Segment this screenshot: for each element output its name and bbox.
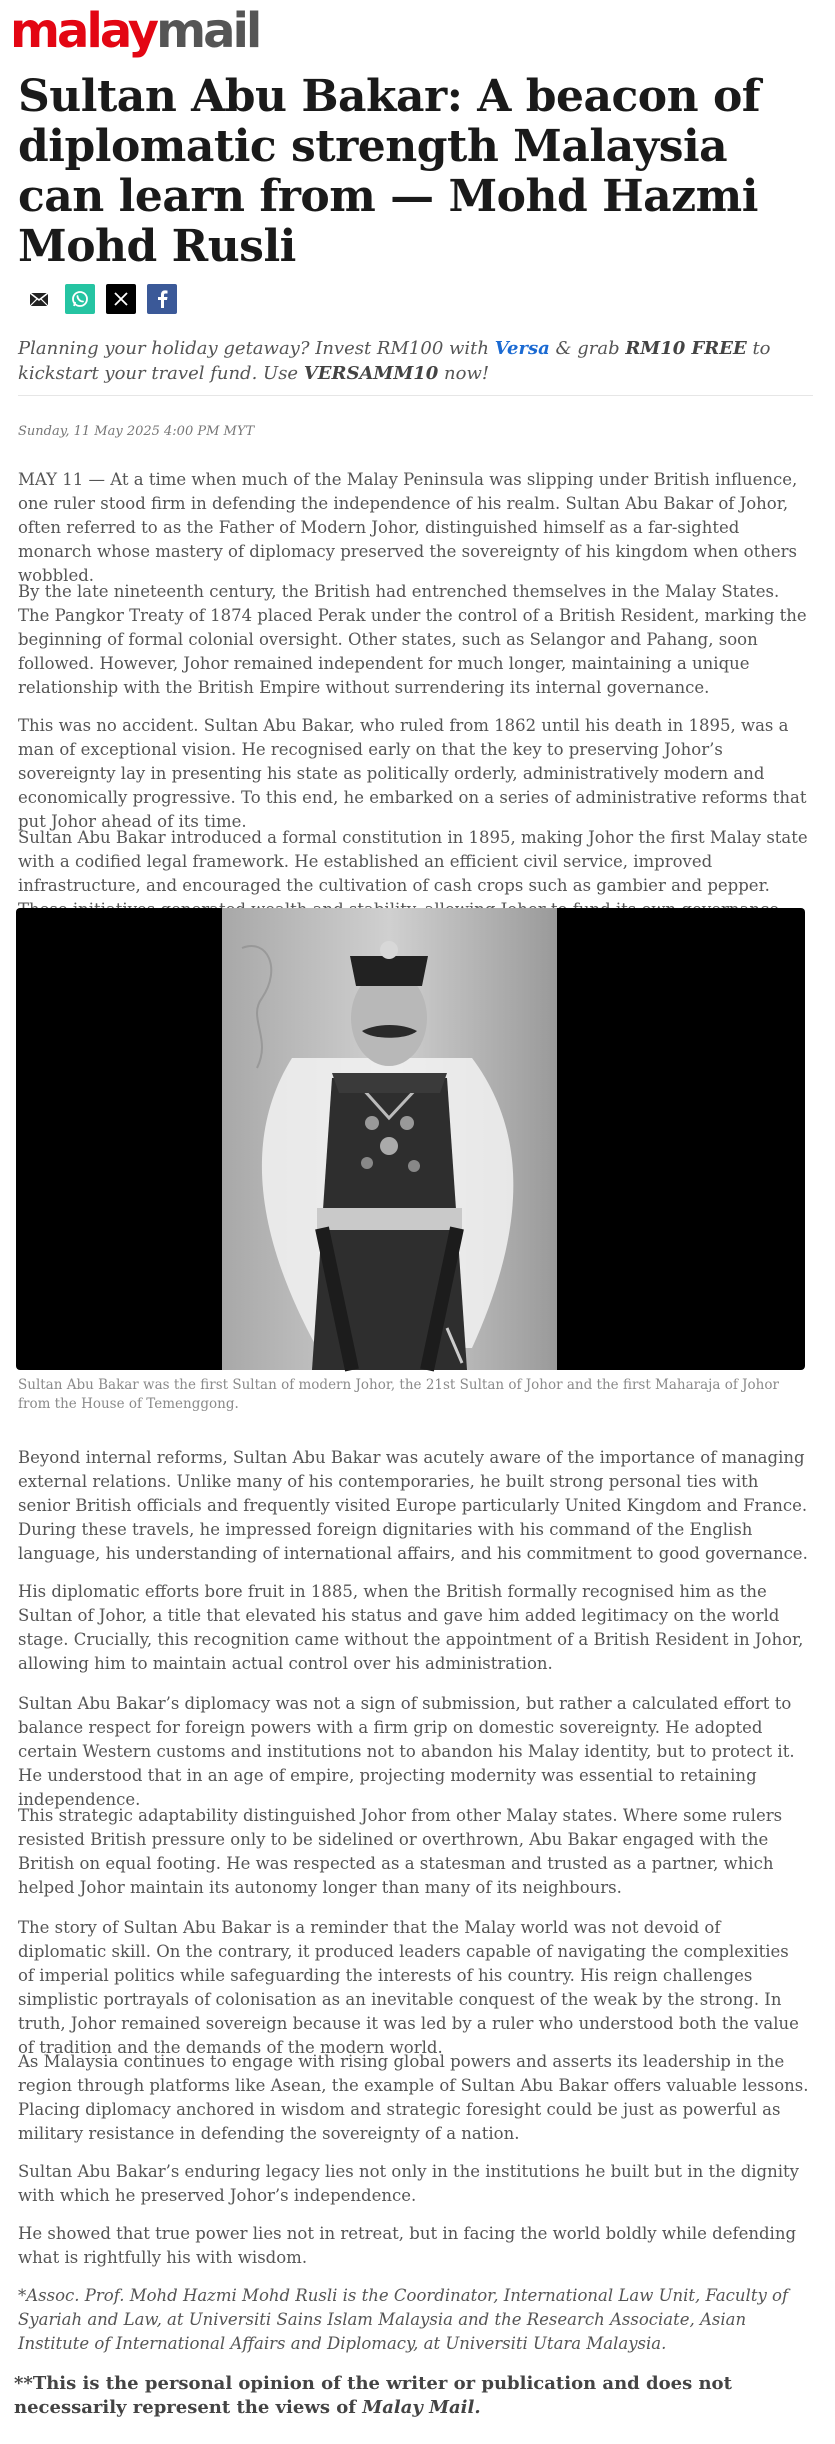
promo-text-4: now! [438, 363, 490, 384]
disclaimer-publication: Malay Mail. [362, 2397, 481, 2418]
paragraph-7: Sultan Abu Bakar’s diplomacy was not a sign of submission, but rather a calculated effort to balance respect for foreign powers with a firm grip on domestic sovereignty. He adopted certain Western customs and institutions not to abandon his Malay identity, but to protect it. He understood that in an age of empire, projecting modernity was essential to retaining independence. [18, 1694, 795, 1809]
article-image[interactable] [16, 908, 805, 1370]
disclaimer-text: **This is the personal opinion of the writer or publication and does not necessarily represent the views of [14, 2373, 732, 2418]
promo-bold-1: RM10 FREE [625, 338, 747, 359]
logo-malay: malay [10, 3, 157, 59]
paragraph-12: He showed that true power lies not in retreat, but in facing the world boldly while defending what is rightfully his with wisdom. [18, 2224, 797, 2267]
paragraph-1: MAY 11 — At a time when much of the Malay Peninsula was slipping under British influence, one ruler stood firm in defending the independence of his realm. Sultan Abu Bakar of Johor, often referred to as the Father of Modern Johor, distinguished himself as a far-sighted monarch whose mastery of diplomacy preserved the sovereignty of his kingdom when others wobbled. [18, 470, 798, 585]
sultan-portrait-photo [222, 908, 557, 1370]
paragraph-6: His diplomatic efforts bore fruit in 1885, when the British formally recognised him as the Sultan of Johor, a title that elevated his status and gave him added legitimacy on the world stage. Crucially, this recognition came without the appointment of a British Resident in Johor, allowing him to maintain actual control over his administration. [18, 1582, 804, 1673]
whatsapp-icon [71, 290, 89, 308]
paragraph-4-clip [18, 826, 810, 906]
share-bar [24, 284, 177, 314]
x-icon [113, 291, 129, 307]
paragraph-9: The story of Sultan Abu Bakar is a reminder that the Malay world was not devoid of diplomatic skill. On the contrary, it produced leaders capable of navigating the complexities of imperial politics while safeguarding the interests of his country. His reign challenges simplistic portrayals of colonisation as an inevitable conquest of the weak by the strong. In truth, Johor remained sovereign because it was led by a ruler who understood both the value of tradition and the demands of the modern world. [18, 1918, 799, 2057]
logo-mail: mail [156, 3, 260, 59]
article-title: Sultan Abu Bakar: A beacon of diplomatic strength Malaysia can learn from — Mohd Hazmi Mohd Rusli [18, 71, 761, 272]
promo-text-1: Planning your holiday getaway? Invest RM100 with [18, 338, 495, 359]
email-share-button[interactable] [24, 284, 54, 314]
author-note: *Assoc. Prof. Mohd Hazmi Mohd Rusli is the Coordinator, International Law Unit, Faculty of Syariah and Law, at Universiti Sains Islam Malaysia and the Research Associate, Asian Institute of International Affairs and Diplomacy, at Universiti Utara Malaysia. [18, 2286, 789, 2353]
image-caption: Sultan Abu Bakar was the first Sultan of modern Johor, the 21st Sultan of Johor and the first Maharaja of Johor from the House of Temenggong. [18, 1377, 779, 1412]
promo-banner [18, 336, 808, 386]
paragraph-11: Sultan Abu Bakar’s enduring legacy lies not only in the institutions he built but in the dignity with which he preserved Johor’s independence. [18, 2162, 799, 2205]
paragraph-8: This strategic adaptability distinguished Johor from other Malay states. Where some rulers resisted British pressure only to be sidelined or overthrown, Abu Bakar engaged with the British on equal footing. He was respected as a statesman and trusted as a partner, which helped Johor maintain its autonomy longer than many of its neighbours. [18, 1806, 783, 1897]
divider [18, 395, 813, 396]
publish-date: Sunday, 11 May 2025 4:00 PM MYT [18, 424, 255, 439]
promo-text-2: & grab [549, 338, 626, 359]
facebook-share-button[interactable] [147, 284, 177, 314]
whatsapp-share-button[interactable] [65, 284, 95, 314]
promo-bold-2: VERSAMM10 [303, 363, 439, 384]
x-share-button[interactable] [106, 284, 136, 314]
email-icon [30, 293, 48, 306]
promo-text-3: to kickstart your travel fund. Use [18, 338, 771, 384]
promo-versa-link[interactable]: Versa [494, 338, 550, 359]
opinion-disclaimer [14, 2372, 804, 2420]
paragraph-5: Beyond internal reforms, Sultan Abu Bakar was acutely aware of the importance of managing external relations. Unlike many of his contemporaries, he built strong personal ties with senior British officials and frequently visited Europe particularly United Kingdom and France. During these travels, he impressed foreign dignitaries with his command of the English language, his understanding of international affairs, and his commitment to good governance. [18, 1448, 808, 1563]
paragraph-4: Sultan Abu Bakar introduced a formal constitution in 1895, making Johor the first Malay state with a codified legal framework. He established an efficient civil service, improved infrastructure, and encouraged the cultivation of cash crops such as gambier and pepper. [18, 828, 808, 895]
paragraph-2: By the late nineteenth century, the British had entrenched themselves in the Malay States. The Pangkor Treaty of 1874 placed Perak under the control of a British Resident, marking the beginning of formal colonial oversight. Other states, such as Selangor and Pahang, soon followed. However, Johor remained independent for much longer, maintaining a unique relationship with the British Empire without surrendering its internal governance. [18, 582, 807, 697]
facebook-icon [155, 290, 169, 308]
paragraph-10: As Malaysia continues to engage with rising global powers and asserts its leadership in the region through platforms like Asean, the example of Sultan Abu Bakar offers valuable lessons. Placing diplomacy anchored in wisdom and strategic foresight could be just as powerful as military resistance in defending the sovereignty of a nation. [18, 2052, 809, 2143]
paragraph-3: This was no accident. Sultan Abu Bakar, who ruled from 1862 until his death in 1895, was a man of exceptional vision. He recognised early on that the key to preserving Johor’s sovereignty lay in presenting his state as politically orderly, administratively modern and economically progressive. To this end, he embarked on a series of administrative reforms that put Johor ahead of its time. [18, 716, 807, 831]
malaymail-logo[interactable] [10, 2, 259, 60]
